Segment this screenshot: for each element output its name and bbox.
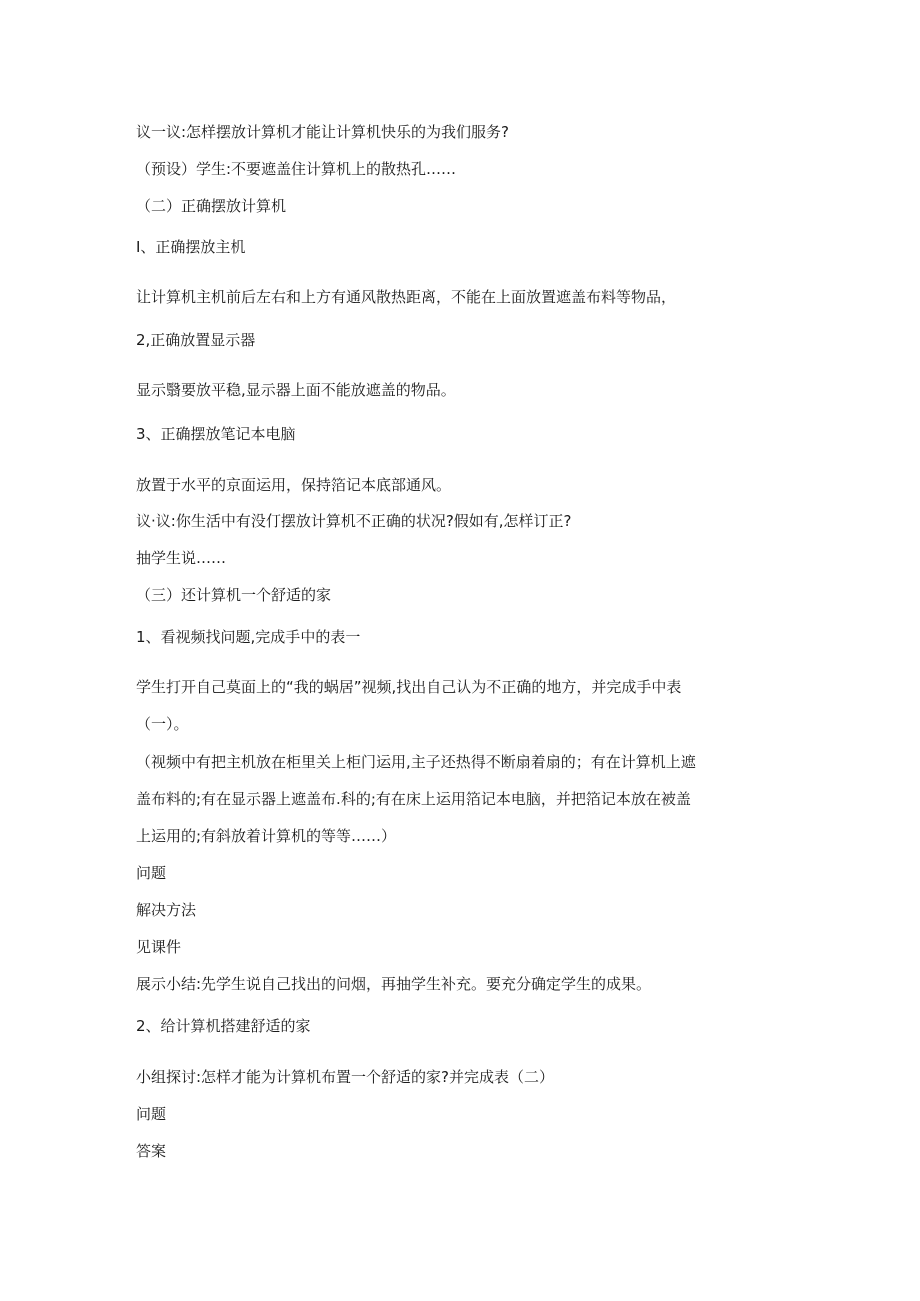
subheading-monitor: 2,正确放置显示器 bbox=[136, 331, 256, 349]
table-header-problem-2: 问题 bbox=[136, 1105, 167, 1123]
video-task-line-1: 学生打开自己莫面上的“我的蜗居”视频,找出自己认为不正确的地方，并完成手中表 bbox=[136, 678, 682, 696]
group-discussion: 小组探讨:怎样才能为计算机布置一个舒适的家?并完成表（二） bbox=[136, 1068, 555, 1086]
see-courseware: 见课件 bbox=[136, 938, 182, 956]
subheading-video: 1、看视频找问题,完成手中的表一 bbox=[136, 628, 361, 646]
video-note-line-3: 上运用的;有斜放着计算机的等等……） bbox=[136, 827, 397, 845]
section-heading-3: （三）还计算机一个舒适的家 bbox=[136, 586, 332, 604]
host-description: 让计算机主机前后左右和上方有通风散热距离，不能在上面放置遮盖布料等物品， bbox=[136, 288, 677, 306]
subheading-laptop: 3、正确摆放笔记本电脑 bbox=[136, 425, 296, 443]
video-note-line-2: 盖布料的;有在显示器上遮盖布.科的;有在床上运用箔记本电脑，并把箔记本放在被盖 bbox=[136, 790, 691, 808]
subheading-host: I、正确摆放主机 bbox=[136, 238, 246, 256]
summary: 展示小结:先学生说自己找出的问烟，再抽学生补充。要充分确定学生的成果。 bbox=[136, 975, 652, 993]
table-header-solution: 解决方法 bbox=[136, 901, 197, 919]
video-task-line-2: （一）。 bbox=[136, 715, 189, 733]
table-header-problem-1: 问题 bbox=[136, 864, 167, 882]
preset-answer: （预设）学生:不要遮盖住计算机上的散热孔…… bbox=[136, 160, 457, 178]
laptop-description: 放置于水平的京面运用，保持箔记本底部通风。 bbox=[136, 476, 452, 494]
monitor-description: 显示翳要放平稳,显示器上面不能放遮盖的物品。 bbox=[136, 381, 456, 399]
discussion-question-1: 议一议:怎样摆放计算机才能让计算机快乐的为我们服务? bbox=[136, 123, 510, 141]
discussion-question-2: 议·议:你生活中有没仃摆放计算机不正确的状况?假如有,怎样订正? bbox=[136, 512, 572, 530]
table-header-answer: 答案 bbox=[136, 1142, 167, 1160]
subheading-build-home: 2、给计算机搭建舒适的家 bbox=[136, 1017, 311, 1035]
section-heading-2: （二）正确摆放计算机 bbox=[136, 197, 287, 215]
video-note-line-1: （视频中有把主机放在柜里关上柜门运用,主子还热得不断扇着扇的；有在计算机上遮 bbox=[136, 753, 696, 771]
students-speak: 抽学生说…… bbox=[136, 549, 227, 567]
